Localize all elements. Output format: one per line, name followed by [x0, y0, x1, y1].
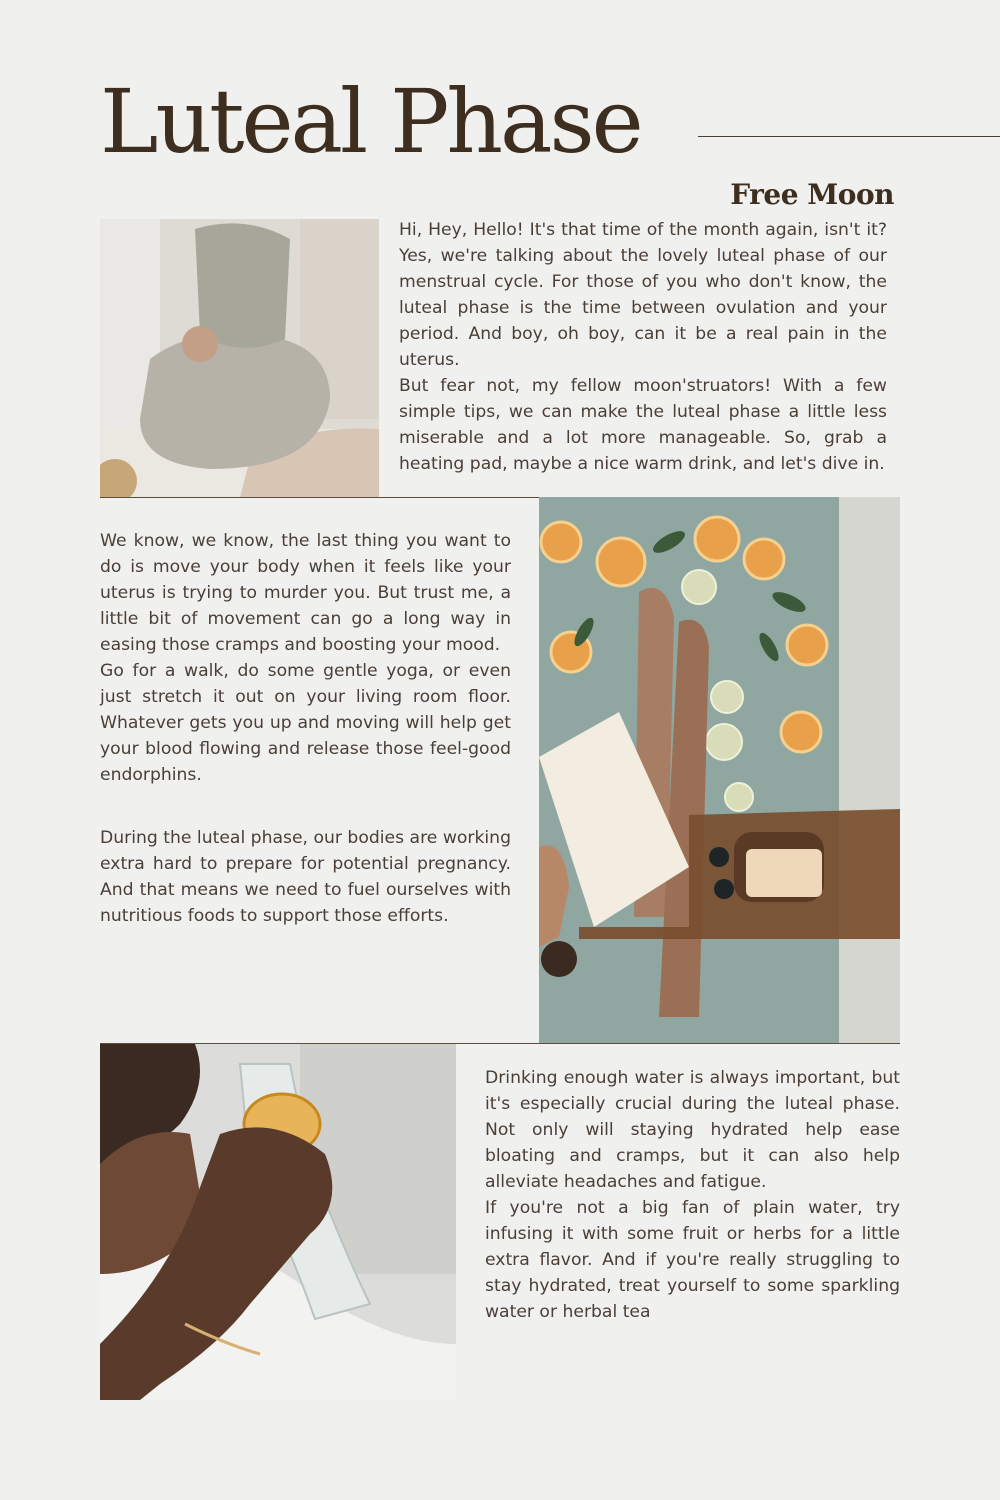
page-title: Luteal Phase [100, 70, 641, 173]
intro-paragraph-1: Hi, Hey, Hello! It's that time of the month again, isn't it? Yes, we're talking about the lovely luteal phase of our menstrual cycle. For those of you who don't know, the luteal phase is the time between ovulation and your period. And boy, oh boy, can it be a real pain in the uterus. [399, 220, 887, 370]
header-divider [698, 136, 1000, 137]
meditation-photo [100, 219, 379, 497]
nutrition-paragraph: During the luteal phase, our bodies are working extra hard to prepare for potential pregnancy. And that means we need to fuel ourselves with nutritious foods to support those efforts. [100, 828, 511, 926]
hydration-paragraph-1: Drinking enough water is always important, but it's especially crucial during the luteal phase. Not only will staying hydrated help ease bloating and cramps, but it can also help alleviate headaches and fatigue. [485, 1068, 900, 1192]
hydration-paragraph-2: If you're not a big fan of plain water, try infusing it with some fruit or herbs for a little extra flavor. And if you're really struggling to stay hydrated, treat yourself to some sparkling water or herbal tea [485, 1198, 900, 1322]
intro-text [399, 217, 887, 477]
hydration-text [485, 1065, 900, 1325]
intro-paragraph-2: But fear not, my fellow moon'struators! With a few simple tips, we can make the luteal phase a little less miserable and a lot more manageable. So, grab a heating pad, maybe a nice warm drink, and let's dive in. [399, 376, 887, 474]
movement-paragraph-1: We know, we know, the last thing you want to do is move your body when it feels like your uterus is trying to murder you. But trust me, a little bit of movement can go a long way in easing those cramps and boosting your mood. [100, 531, 511, 655]
brand-name: Free Moon [730, 178, 894, 211]
movement-text [100, 528, 511, 929]
bath-photo [539, 497, 900, 1043]
movement-paragraph-2: Go for a walk, do some gentle yoga, or even just stretch it out on your living room floor. Whatever gets you up and moving will help get your blood flowing and release those feel-good endorphins. [100, 661, 511, 785]
water-photo [100, 1044, 456, 1400]
